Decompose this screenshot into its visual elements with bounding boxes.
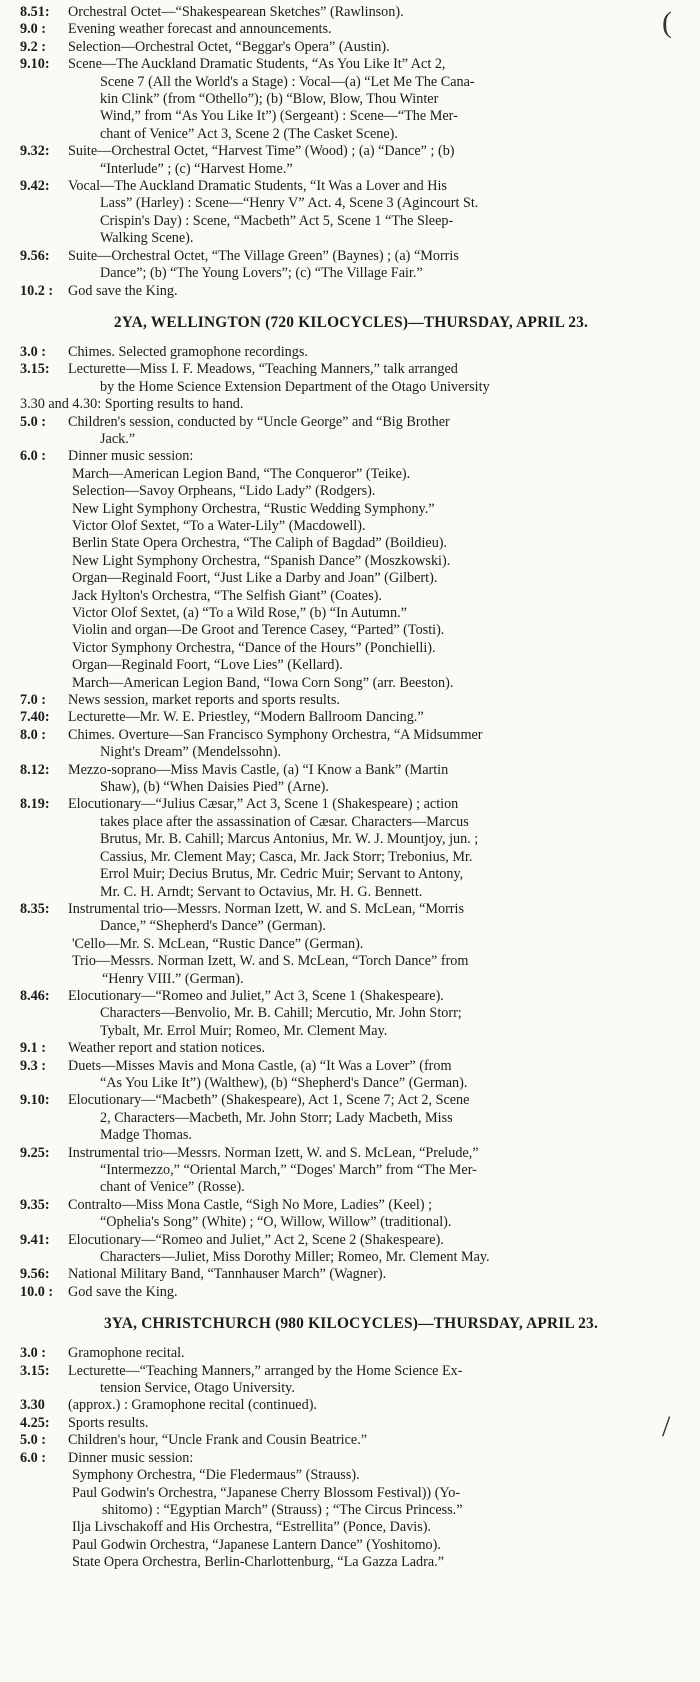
entry-text-line: “Ophelia's Song” (White) ; “O, Willow, Willow” (traditional). bbox=[100, 1214, 452, 1231]
entry-text-line: Characters—Juliet, Miss Dorothy Miller; Romeo, Mr. Clement May. bbox=[100, 1249, 490, 1266]
entry-time: 3.15: bbox=[20, 1362, 50, 1379]
entry-text-line: Mezzo-soprano—Miss Mavis Castle, (a) “I Know a Bank” (Martin bbox=[68, 761, 449, 778]
wellington-heading: 2YA, WELLINGTON (720 KILOCYCLES)—THURSDAY, APRIL 23. bbox=[113, 313, 589, 331]
program-entry bbox=[20, 1040, 682, 1057]
entry-time: 9.1 : bbox=[20, 1040, 47, 1057]
program-entry bbox=[20, 1432, 682, 1449]
program-entry bbox=[20, 1284, 682, 1301]
program-entry bbox=[20, 1232, 682, 1267]
dinner-item: Victor Olof Sextet, “To a Water-Lily” (Macdowell). bbox=[72, 517, 366, 534]
entry-text-line: Scene 7 (All the World's a Stage) : Vocal—(a) “Let Me The Cana- bbox=[100, 73, 475, 90]
entry-time: 3.0 : bbox=[20, 1345, 47, 1362]
entry-text-line: Orchestral Octet—“Shakespearean Sketches” (Rawlinson). bbox=[68, 4, 404, 20]
entry-text-line: Suite—Orchestral Octet, “The Village Green” (Baynes) ; (a) “Morris bbox=[68, 247, 459, 264]
program-entry-sporting bbox=[20, 396, 682, 413]
sub-item-line: shitomo) : “Egyptian March” (Strauss) ; “The Circus Princess.” bbox=[102, 1501, 463, 1518]
entry-time: 5.0 : bbox=[20, 1432, 47, 1449]
program-entry bbox=[20, 1197, 682, 1232]
entry-text-line: Dinner music session: bbox=[68, 448, 194, 465]
entry-time: 9.56: bbox=[20, 247, 50, 264]
entry-text-line: 2, Characters—Macbeth, Mr. John Storr; Lady Macbeth, Miss bbox=[100, 1109, 453, 1126]
sporting-line: 3.30 and 4.30: Sporting results to hand. bbox=[20, 396, 244, 413]
sub-item-line: Symphony Orchestra, “Die Fledermaus” (Strauss). bbox=[72, 1467, 360, 1484]
entry-text-line: tension Service, Otago University. bbox=[100, 1380, 295, 1397]
entry-time: 5.0 : bbox=[20, 413, 47, 430]
christchurch-heading: 3YA, CHRISTCHURCH (980 KILOCYCLES)—THURSDAY, APRIL 23. bbox=[104, 1315, 598, 1333]
entry-text-line: “Interlude” ; (c) “Harvest Home.” bbox=[100, 160, 293, 177]
sub-item bbox=[72, 1537, 682, 1554]
entry-text-line: Tybalt, Mr. Errol Muir; Romeo, Mr. Clement May. bbox=[100, 1022, 388, 1039]
entry-text-line: takes place after the assassination of Cæsar. Characters—Marcus bbox=[100, 813, 469, 830]
wellington-entries-b bbox=[20, 414, 682, 466]
entry-time: 9.3 : bbox=[20, 1057, 47, 1074]
entry-text-line: chant of Venice” Act 3, Scene 2 (The Casket Scene). bbox=[100, 125, 398, 142]
entry-text-line: Children's hour, “Uncle Frank and Cousin Beatrice.” bbox=[68, 1432, 368, 1449]
entry-text-line: Cassius, Mr. Clement May; Casca, Mr. Jack Storr; Trebonius, Mr. bbox=[100, 848, 473, 865]
ink-mark-decoration: ( bbox=[662, 6, 672, 39]
entry-text-line: Lecturette—Mr. W. E. Priestley, “Modern Ballroom Dancing.” bbox=[68, 709, 424, 726]
dinner-item: Victor Olof Sextet, (a) “To a Wild Rose,” (b) “In Autumn.” bbox=[72, 605, 407, 621]
entry-text-line: Lass” (Harley) : Scene—“Henry V” Act. 4, Scene 3 (Agincourt St. bbox=[100, 195, 479, 212]
entry-text-line: Elocutionary—“Macbeth” (Shakespeare), Act 1, Scene 7; Act 2, Scene bbox=[68, 1092, 470, 1109]
entry-text-line: News session, market reports and sports results. bbox=[68, 692, 340, 709]
dinner-item: Jack Hylton's Orchestra, “The Selfish Giant” (Coates). bbox=[72, 587, 382, 604]
entry-text-line: Sports results. bbox=[68, 1414, 149, 1431]
program-entry bbox=[20, 692, 682, 709]
entry-time: 8.46: bbox=[20, 987, 50, 1004]
entry-text-line: Walking Scene). bbox=[100, 230, 194, 247]
entry-text-line: National Military Band, “Tannhauser March” (Wagner). bbox=[68, 1266, 387, 1283]
entry-time: 8.19: bbox=[20, 796, 50, 813]
program-entry bbox=[20, 1397, 682, 1414]
entry-time: 4.25: bbox=[20, 1414, 50, 1431]
entry-time: 7.0 : bbox=[20, 692, 47, 709]
program-entry bbox=[20, 4, 682, 21]
entry-text-line: Chimes. Selected gramophone recordings. bbox=[68, 343, 308, 360]
program-entry bbox=[20, 709, 682, 726]
entry-time: 9.42: bbox=[20, 178, 50, 195]
top-entries bbox=[20, 4, 682, 300]
program-entry bbox=[20, 901, 682, 936]
sub-item bbox=[72, 953, 682, 988]
entry-time: 8.0 : bbox=[20, 726, 47, 743]
entry-text-line: Shaw), (b) “When Daisies Pied” (Arne). bbox=[100, 779, 329, 796]
entry-text-line: “Intermezzo,” “Oriental March,” “Doges' March” from “The Mer- bbox=[100, 1162, 477, 1178]
dinner-item: Selection—Savoy Orpheans, “Lido Lady” (Rodgers). bbox=[72, 483, 376, 500]
entry-text-line: Weather report and station notices. bbox=[68, 1040, 266, 1057]
sub-item bbox=[72, 1554, 682, 1571]
program-entry bbox=[20, 1415, 682, 1432]
entry-text-line: Elocutionary—“Julius Cæsar,” Act 3, Scene 1 (Shakespeare) ; action bbox=[68, 796, 459, 813]
entry-time: 3.30 bbox=[20, 1397, 45, 1414]
entry-time: 8.35: bbox=[20, 900, 50, 917]
entry-text-line: by the Home Science Extension Department of the Otago University bbox=[100, 378, 490, 395]
wellington-trio-list bbox=[20, 936, 682, 988]
entry-time: 3.0 : bbox=[20, 343, 47, 360]
dinner-item: Organ—Reginald Foort, “Just Like a Darby and Joan” (Gilbert). bbox=[72, 570, 438, 587]
program-entry bbox=[20, 1058, 682, 1093]
entry-text-line: Wind,” from “As You Like It”) (Sergeant) : Scene—“The Mer- bbox=[100, 108, 458, 125]
dinner-item: Victor Symphony Orchestra, “Dance of the Hours” (Ponchielli). bbox=[72, 639, 436, 656]
program-entry bbox=[20, 448, 682, 465]
entry-time: 8.51: bbox=[20, 4, 50, 20]
entry-time: 6.0 : bbox=[20, 448, 47, 465]
program-entry bbox=[20, 1092, 682, 1144]
entry-text-line: Chimes. Overture—San Francisco Symphony Orchestra, “A Midsummer bbox=[68, 726, 483, 743]
program-entry bbox=[20, 762, 682, 797]
entry-text-line: Brutus, Mr. B. Cahill; Marcus Antonius, Mr. W. J. Mountjoy, jun. ; bbox=[100, 831, 479, 848]
entry-text-line: Madge Thomas. bbox=[100, 1127, 192, 1144]
entry-text-line: Jack.” bbox=[100, 430, 136, 447]
entry-text-line: Evening weather forecast and announcements. bbox=[68, 21, 332, 38]
sub-item-line: Paul Godwin Orchestra, “Japanese Lantern Dance” (Yoshitomo). bbox=[72, 1536, 441, 1553]
sub-item bbox=[72, 936, 682, 953]
dinner-item: March—American Legion Band, “The Conqueror” (Teike). bbox=[72, 465, 411, 482]
entry-text-line: kin Clink” (from “Othello”); (b) “Blow, Blow, Thou Winter bbox=[100, 91, 439, 108]
program-entry bbox=[20, 988, 682, 1040]
program-entry bbox=[20, 1145, 682, 1197]
entry-time: 9.35: bbox=[20, 1196, 50, 1213]
program-entry bbox=[20, 361, 682, 396]
entry-text-line: Instrumental trio—Messrs. Norman Izett, W. and S. McLean, “Morris bbox=[68, 900, 464, 917]
entry-time: 9.41: bbox=[20, 1231, 50, 1248]
dinner-item: Organ—Reginald Foort, “Love Lies” (Kellard). bbox=[72, 657, 343, 674]
entry-time: 6.0 : bbox=[20, 1449, 47, 1466]
program-entry bbox=[20, 1266, 682, 1283]
entry-text-line: Dance,” “Shepherd's Dance” (German). bbox=[100, 918, 326, 935]
entry-text-line: God save the King. bbox=[68, 1283, 178, 1300]
program-entry bbox=[20, 1450, 682, 1467]
program-entry bbox=[20, 727, 682, 762]
entry-time: 9.10: bbox=[20, 1092, 50, 1109]
program-entry bbox=[20, 39, 682, 56]
entry-time: 8.12: bbox=[20, 761, 50, 778]
entry-time: 9.56: bbox=[20, 1266, 50, 1283]
entry-text-line: Selection—Orchestral Octet, “Beggar's Opera” (Austin). bbox=[68, 38, 390, 55]
dinner-item: Berlin State Opera Orchestra, “The Caliph of Bagdad” (Boildieu). bbox=[72, 535, 448, 552]
entry-text-line: Lecturette—“Teaching Manners,” arranged by the Home Science Ex- bbox=[68, 1362, 463, 1379]
top-program-block bbox=[0, 0, 700, 300]
entry-time: 7.40: bbox=[20, 709, 50, 726]
entry-text-line: Instrumental trio—Messrs. Norman Izett, W. and S. McLean, “Prelude,” bbox=[68, 1144, 479, 1161]
program-entry bbox=[20, 1345, 682, 1362]
sub-item-line: Paul Godwin's Orchestra, “Japanese Cherry Blossom Festival)) (Yo- bbox=[72, 1484, 461, 1501]
sub-item-line: Ilja Livschakoff and His Orchestra, “Estrellita” (Ponce, Davis). bbox=[72, 1519, 432, 1536]
wellington-section bbox=[0, 314, 700, 1301]
ink-mark-decoration: / bbox=[662, 1410, 671, 1443]
entry-text-line: Duets—Misses Mavis and Mona Castle, (a) “It Was a Lover” (from bbox=[68, 1057, 452, 1074]
program-entry bbox=[20, 796, 682, 900]
program-entry bbox=[20, 414, 682, 449]
sub-item bbox=[72, 1485, 682, 1520]
entry-text-line: Children's session, conducted by “Uncle George” and “Big Brother bbox=[68, 413, 450, 430]
entry-text-line: Lecturette—Miss I. F. Meadows, “Teaching Manners,” talk arranged bbox=[68, 361, 458, 378]
entry-text-line: Elocutionary—“Romeo and Juliet,” Act 3, Scene 1 (Shakespeare). bbox=[68, 987, 444, 1004]
dinner-item: March—American Legion Band, “Iowa Corn Song” (arr. Beeston). bbox=[72, 674, 454, 691]
dinner-item: New Light Symphony Orchestra, “Rustic Wedding Symphony.” bbox=[72, 500, 435, 517]
sub-item bbox=[72, 1519, 682, 1536]
entry-text-line: Mr. C. H. Arndt; Servant to Octavius, Mr. H. G. Bennett. bbox=[100, 883, 423, 900]
entry-time: 10.0 : bbox=[20, 1283, 54, 1300]
program-entry bbox=[20, 21, 682, 38]
program-entry bbox=[20, 143, 682, 178]
entry-text-line: Dance”; (b) “The Young Lovers”; (c) “The Village Fair.” bbox=[100, 265, 423, 282]
entry-time: 9.32: bbox=[20, 143, 50, 160]
entry-text-line: Errol Muir; Decius Brutus, Mr. Cedric Muir; Servant to Antony, bbox=[100, 866, 464, 883]
christchurch-section bbox=[0, 1315, 700, 1571]
program-entry bbox=[20, 283, 682, 300]
program-entry bbox=[20, 178, 682, 248]
entry-text-line: Scene—The Auckland Dramatic Students, “As You Like It” Act 2, bbox=[68, 56, 446, 73]
entry-time: 9.0 : bbox=[20, 21, 47, 38]
program-entry bbox=[20, 1363, 682, 1398]
entry-text-line: “As You Like It”) (Walthew), (b) “Shepherd's Dance” (German). bbox=[100, 1074, 468, 1091]
entry-text-line: (approx.) : Gramophone recital (continued). bbox=[68, 1397, 317, 1414]
entry-time: 9.2 : bbox=[20, 38, 47, 55]
entry-text-line: Crispin's Day) : Scene, “Macbeth” Act 5, Scene 1 “The Sleep- bbox=[100, 212, 454, 229]
wellington-entries-c bbox=[20, 692, 682, 936]
christchurch-entries bbox=[20, 1345, 682, 1467]
sub-item-line: “Henry VIII.” (German). bbox=[102, 970, 244, 987]
entry-time: 3.15: bbox=[20, 361, 50, 378]
entry-text-line: Contralto—Miss Mona Castle, “Sigh No More, Ladies” (Keel) ; bbox=[68, 1196, 433, 1213]
entry-text-line: Vocal—The Auckland Dramatic Students, “It Was a Lover and His bbox=[68, 178, 447, 195]
sub-item bbox=[72, 1467, 682, 1484]
entry-text-line: Night's Dream” (Mendelssohn). bbox=[100, 744, 282, 761]
entry-text-line: Characters—Benvolio, Mr. B. Cahill; Mercutio, Mr. John Storr; bbox=[100, 1005, 462, 1022]
christchurch-dinner-list bbox=[20, 1467, 682, 1571]
entry-text-line: God save the King. bbox=[68, 282, 178, 299]
program-entry bbox=[20, 56, 682, 143]
wellington-entries-a bbox=[20, 344, 682, 396]
entry-text-line: chant of Venice” (Rosse). bbox=[100, 1179, 245, 1196]
dinner-item: Violin and organ—De Groot and Terence Casey, “Parted” (Tosti). bbox=[72, 622, 445, 639]
entry-text-line: Gramophone recital. bbox=[68, 1345, 185, 1362]
entry-time: 10.2 : bbox=[20, 282, 54, 299]
program-entry bbox=[20, 344, 682, 361]
entry-time: 9.10: bbox=[20, 56, 50, 73]
wellington-dinner-list bbox=[20, 466, 682, 692]
entry-text-line: Elocutionary—“Romeo and Juliet,” Act 2, Scene 2 (Shakespeare). bbox=[68, 1231, 444, 1248]
wellington-entries-d bbox=[20, 988, 682, 1301]
entry-text-line: Dinner music session: bbox=[68, 1449, 194, 1466]
dinner-item: New Light Symphony Orchestra, “Spanish Dance” (Moszkowski). bbox=[72, 552, 451, 569]
entry-text-line: Suite—Orchestral Octet, “Harvest Time” (Wood) ; (a) “Dance” ; (b) bbox=[68, 143, 455, 160]
sub-item-line: Trio—Messrs. Norman Izett, W. and S. McLean, “Torch Dance” from bbox=[72, 953, 469, 970]
sub-item-line: State Opera Orchestra, Berlin-Charlottenburg, “La Gazza Ladra.” bbox=[72, 1554, 444, 1571]
entry-time: 9.25: bbox=[20, 1144, 50, 1161]
program-entry bbox=[20, 248, 682, 283]
sub-item-line: 'Cello—Mr. S. McLean, “Rustic Dance” (German). bbox=[72, 935, 364, 952]
